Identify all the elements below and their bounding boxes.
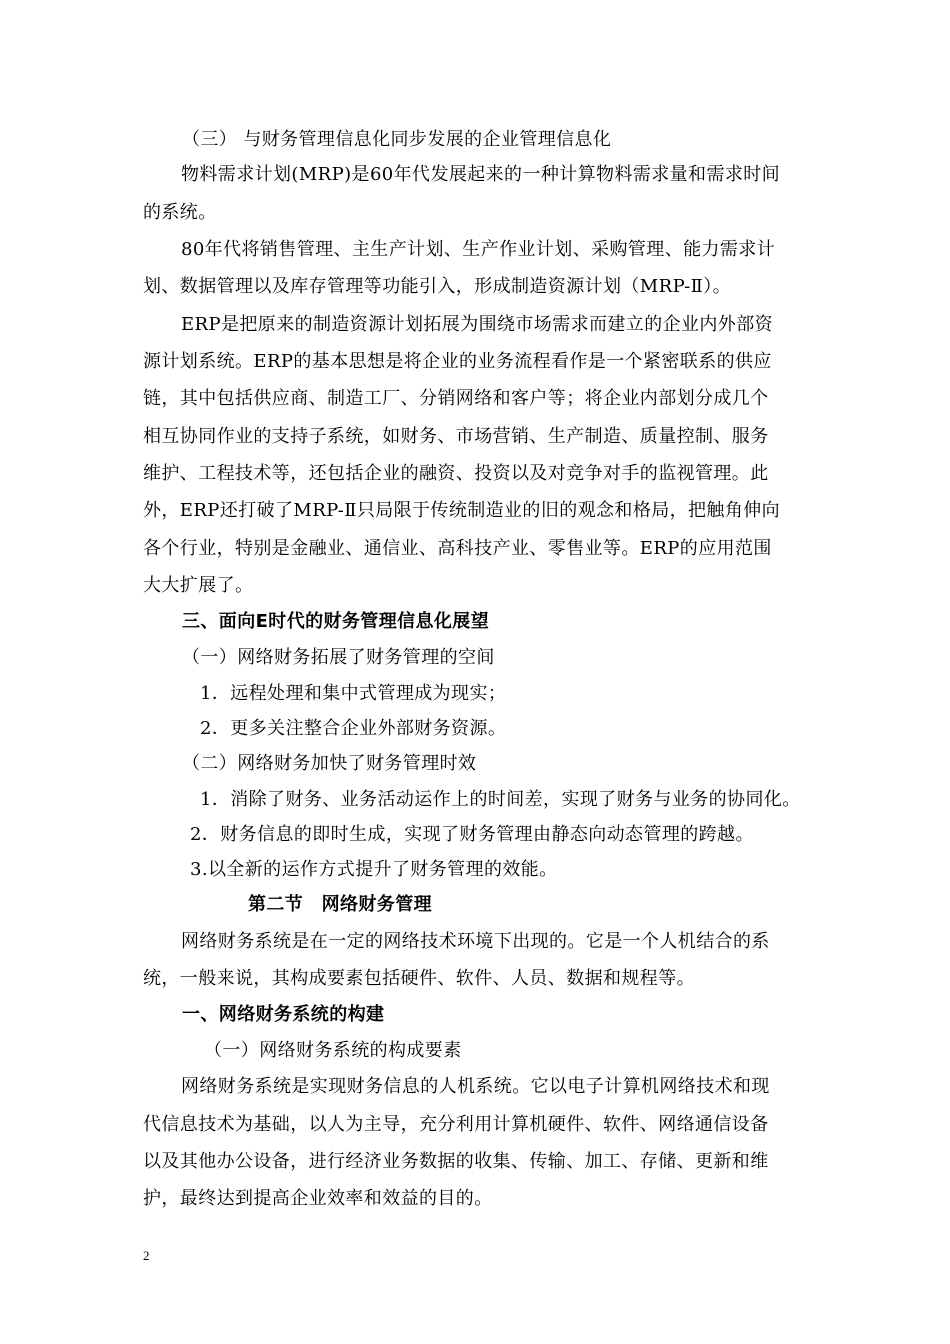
subsection-heading: （一）网络财务系统的构成要素 (204, 1040, 462, 1061)
paragraph-line: ERP是把原来的制造资源计划拓展为围绕市场需求而建立的企业内外部资 (181, 314, 774, 335)
paragraph-line: 以及其他办公设备，进行经济业务数据的收集、传输、加工、存储、更新和维 (143, 1151, 769, 1172)
paragraph-line: 大大扩展了。 (143, 575, 254, 596)
list-item: 1．远程处理和集中式管理成为现实； (200, 683, 507, 704)
list-item: 2．更多关注整合企业外部财务资源。 (200, 718, 507, 739)
paragraph-line: 网络财务系统是实现财务信息的人机系统。它以电子计算机网络技术和现 (181, 1076, 770, 1097)
paragraph-line: 代信息技术为基础，以人为主导，充分利用计算机硬件、软件、网络通信设备 (143, 1114, 769, 1135)
section-heading: 一、网络财务系统的构建 (182, 1004, 385, 1025)
section-heading: 三、面向E时代的财务管理信息化展望 (182, 611, 490, 632)
list-item: 1．消除了财务、业务活动运作上的时间差，实现了财务与业务的协同化。 (200, 789, 801, 810)
subsection-heading: （一）网络财务拓展了财务管理的空间 (182, 647, 495, 668)
list-item: 3.以全新的运作方式提升了财务管理的效能。 (190, 859, 558, 880)
subsection-heading: （二）网络财务加快了财务管理时效 (182, 753, 477, 774)
paragraph-line: 护，最终达到提高企业效率和效益的目的。 (143, 1188, 493, 1209)
paragraph-line: 的系统。 (143, 202, 217, 223)
subsection-heading-3: （三） 与财务管理信息化同步发展的企业管理信息化 (182, 129, 612, 150)
paragraph-line: 80年代将销售管理、主生产计划、生产作业计划、采购管理、能力需求计 (181, 239, 776, 260)
paragraph-line: 相互协同作业的支持子系统，如财务、市场营销、生产制造、质量控制、服务 (143, 426, 769, 447)
paragraph-line: 各个行业，特别是金融业、通信业、高科技产业、零售业等。ERP的应用范围 (143, 538, 772, 559)
paragraph-line: 外，ERP还打破了MRP-Ⅱ只局限于传统制造业的旧的观念和格局，把触角伸向 (143, 500, 781, 521)
chapter-section-title: 第二节 网络财务管理 (248, 894, 432, 915)
paragraph-line: 源计划系统。ERP的基本思想是将企业的业务流程看作是一个紧密联系的供应 (143, 351, 772, 372)
paragraph-line: 网络财务系统是在一定的网络技术环境下出现的。它是一个人机结合的系 (181, 931, 770, 952)
paragraph-line: 划、数据管理以及库存管理等功能引入，形成制造资源计划（MRP-Ⅱ）。 (143, 276, 732, 297)
paragraph-line: 物料需求计划(MRP)是60年代发展起来的一种计算物料需求量和需求时间 (181, 164, 781, 185)
paragraph-line: 统，一般来说，其构成要素包括硬件、软件、人员、数据和规程等。 (143, 968, 695, 989)
page-number: 2 (143, 1248, 150, 1263)
paragraph-line: 维护、工程技术等，还包括企业的融资、投资以及对竞争对手的监视管理。此 (143, 463, 769, 484)
list-item: 2．财务信息的即时生成，实现了财务管理由静态向动态管理的跨越。 (190, 824, 754, 845)
paragraph-line: 链，其中包括供应商、制造工厂、分销网络和客户等；将企业内部划分成几个 (143, 388, 769, 409)
